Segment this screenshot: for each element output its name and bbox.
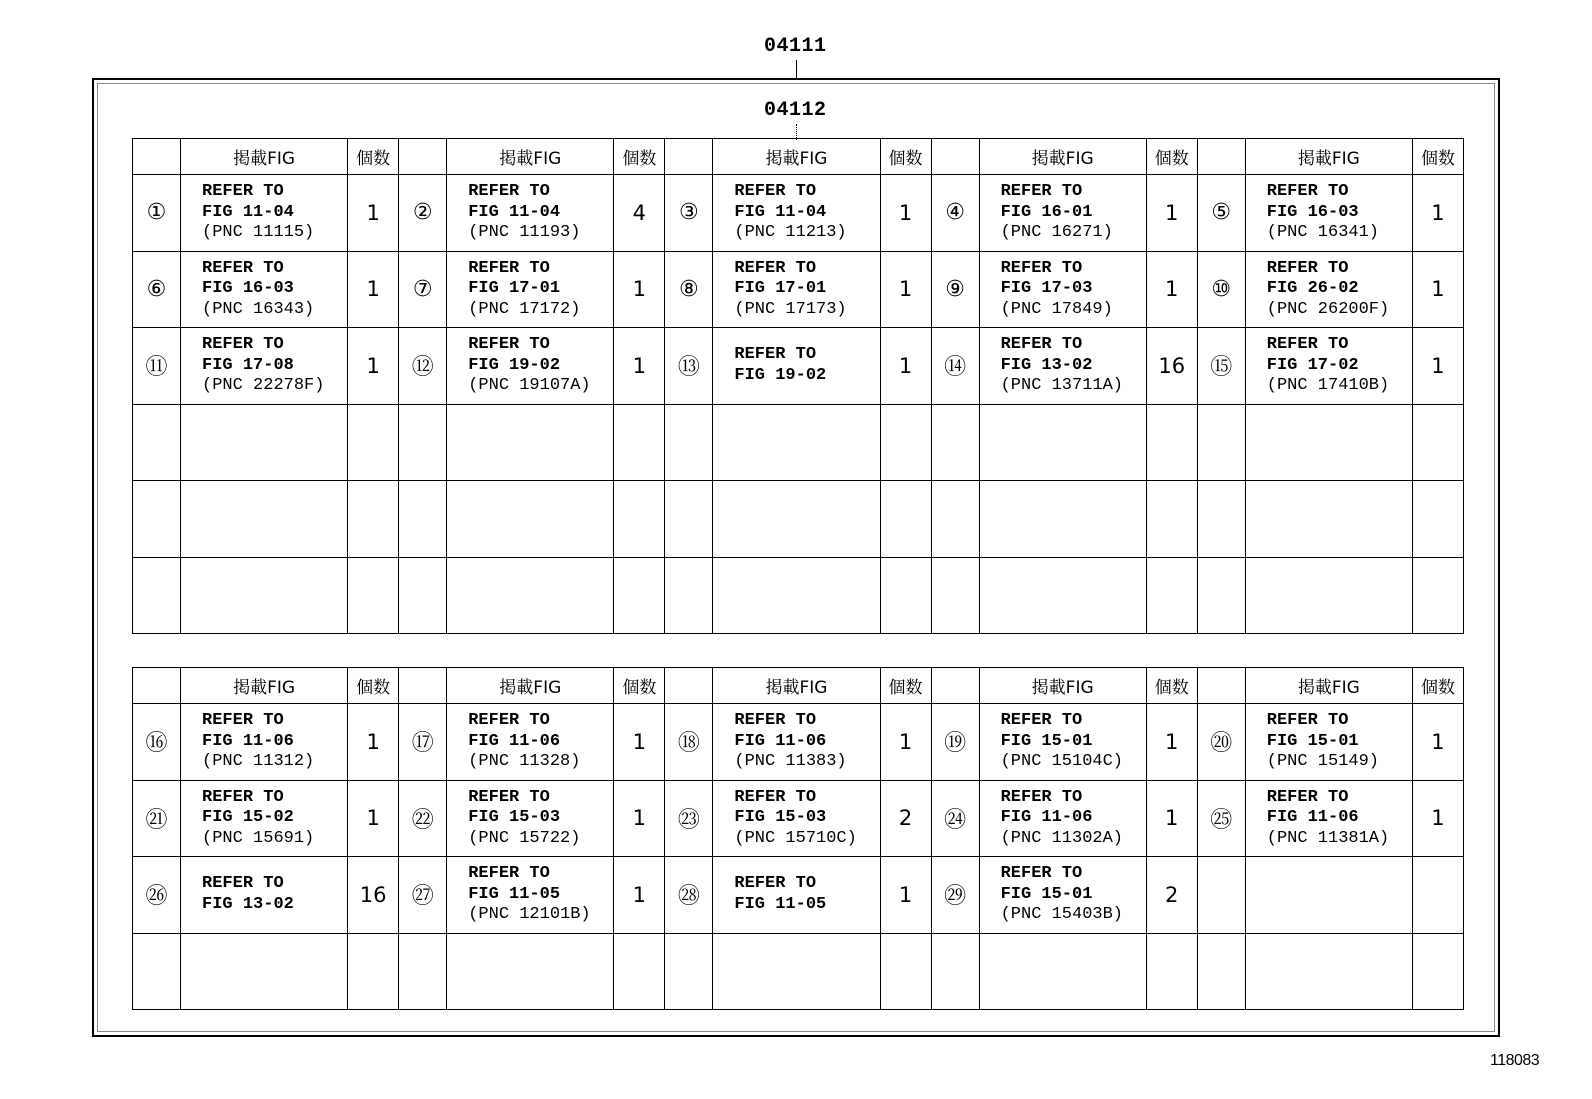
- fig-reference: [1245, 704, 1412, 781]
- fig-reference: [713, 251, 880, 328]
- pnc-code: (PNC 11302A): [1000, 828, 1124, 848]
- item-number: ⑰: [399, 704, 447, 781]
- table-row: [133, 251, 1464, 328]
- fig-reference: [713, 481, 880, 558]
- quantity: 1: [348, 780, 399, 857]
- fig-reference: [979, 704, 1146, 781]
- quantity: 16: [348, 857, 399, 934]
- pnc-code: (PNC 11328): [468, 752, 581, 771]
- quantity: 1: [348, 175, 399, 252]
- pnc-code: (PNC 17410B): [1266, 376, 1390, 395]
- item-number: ⑫: [399, 328, 447, 405]
- reference-table-upper: [132, 138, 1464, 634]
- quantity: [880, 404, 931, 481]
- quantity: [1412, 404, 1463, 481]
- item-number: ㉖: [133, 857, 181, 934]
- fig-reference: [1245, 404, 1412, 481]
- fig-reference: [713, 404, 880, 481]
- fig-number: FIG 17-03: [1000, 279, 1093, 298]
- table-row: [133, 175, 1464, 252]
- refer-to-text: REFER TO: [202, 335, 284, 354]
- header-fig: 掲載FIG: [181, 139, 348, 175]
- refer-to-text: REFER TO: [468, 182, 550, 201]
- header-number-cell: [399, 668, 447, 704]
- refer-to-text: REFER TO: [1266, 258, 1349, 278]
- fig-number: FIG 15-03: [468, 808, 561, 827]
- header-qty: 個数: [614, 139, 665, 175]
- header-qty: 個数: [1412, 668, 1463, 704]
- item-number: ⑤: [1197, 175, 1245, 252]
- document-number: 118083: [1490, 1052, 1540, 1069]
- fig-reference: [447, 704, 614, 781]
- item-number: ①: [133, 175, 181, 252]
- pnc-code: (PNC 16343): [202, 299, 315, 319]
- item-number: [1197, 404, 1245, 481]
- quantity: 1: [614, 328, 665, 405]
- assembly-code-inner: 04112: [764, 99, 827, 122]
- item-number: ⑨: [931, 251, 979, 328]
- fig-number: FIG 11-04: [202, 202, 294, 222]
- item-number: [1197, 933, 1245, 1010]
- header-fig: 掲載FIG: [447, 139, 614, 175]
- item-number: [1197, 857, 1245, 934]
- fig-number: FIG 11-05: [468, 884, 561, 904]
- refer-to-text: REFER TO: [1000, 864, 1083, 883]
- quantity: 2: [1146, 857, 1197, 934]
- fig-reference: [181, 251, 348, 328]
- quantity: [1412, 557, 1463, 634]
- fig-reference: [447, 780, 614, 857]
- header-qty: 個数: [1146, 139, 1197, 175]
- fig-reference: [181, 933, 348, 1010]
- header-number-cell: [399, 139, 447, 175]
- table-row: [133, 704, 1464, 781]
- pnc-code: (PNC 19107A): [468, 376, 591, 395]
- item-number: [931, 933, 979, 1010]
- refer-to-text: REFER TO: [468, 787, 550, 807]
- fig-number: FIG 11-04: [734, 202, 827, 222]
- table-row: [133, 780, 1464, 857]
- header-qty: 個数: [348, 668, 399, 704]
- fig-reference: [181, 328, 348, 405]
- item-number: ㉒: [399, 780, 447, 857]
- pnc-code: (PNC 11381A): [1266, 828, 1390, 848]
- reference-table-lower: [132, 667, 1464, 1010]
- fig-number: FIG 17-01: [468, 279, 561, 298]
- header-fig: 掲載FIG: [1245, 668, 1412, 704]
- quantity: 1: [614, 857, 665, 934]
- refer-to-text: REFER TO: [734, 787, 817, 807]
- item-number: [665, 557, 713, 634]
- fig-number: FIG 11-06: [1000, 808, 1093, 827]
- header-fig: 掲載FIG: [979, 139, 1146, 175]
- item-number: ⑪: [133, 328, 181, 405]
- pnc-code: (PNC 16271): [1000, 223, 1113, 242]
- quantity: 1: [348, 704, 399, 781]
- fig-reference: [181, 481, 348, 558]
- quantity: [1412, 857, 1463, 934]
- fig-number: FIG 16-03: [202, 279, 294, 298]
- fig-number: FIG 26-02: [1266, 279, 1359, 298]
- item-number: [399, 557, 447, 634]
- header-number-cell: [665, 139, 713, 175]
- header-number-cell: [1197, 668, 1245, 704]
- fig-number: FIG 11-06: [734, 731, 827, 751]
- quantity: [1146, 557, 1197, 634]
- pnc-code: (PNC 11383): [734, 752, 847, 771]
- fig-reference: [713, 328, 880, 405]
- fig-reference: [447, 328, 614, 405]
- fig-reference: [713, 704, 880, 781]
- item-number: [133, 404, 181, 481]
- quantity: 1: [614, 704, 665, 781]
- refer-to-text: REFER TO: [1000, 711, 1083, 730]
- pnc-code: (PNC 22278F): [202, 376, 325, 395]
- fig-number: FIG 13-02: [202, 894, 294, 914]
- fig-number: FIG 15-03: [734, 808, 827, 827]
- item-number: [399, 933, 447, 1010]
- fig-reference: [1245, 857, 1412, 934]
- header-fig: 掲載FIG: [713, 668, 880, 704]
- quantity: 4: [614, 175, 665, 252]
- fig-reference: [979, 251, 1146, 328]
- pnc-code: (PNC 11115): [202, 223, 315, 242]
- header-number-cell: [133, 668, 181, 704]
- quantity: [614, 933, 665, 1010]
- quantity: 1: [1146, 175, 1197, 252]
- item-number: [665, 481, 713, 558]
- header-number-cell: [931, 139, 979, 175]
- refer-to-text: REFER TO: [202, 258, 284, 278]
- leader-line-outer: [796, 60, 797, 79]
- item-number: ④: [931, 175, 979, 252]
- quantity: 1: [1412, 780, 1463, 857]
- refer-to-text: REFER TO: [734, 182, 817, 201]
- header-qty: 個数: [880, 139, 931, 175]
- fig-reference: [181, 404, 348, 481]
- header-fig: 掲載FIG: [1245, 139, 1412, 175]
- fig-reference: [979, 481, 1146, 558]
- quantity: 1: [348, 251, 399, 328]
- fig-number: FIG 11-06: [1266, 808, 1359, 827]
- fig-reference: [1245, 557, 1412, 634]
- fig-reference: [1245, 481, 1412, 558]
- pnc-code: (PNC 11312): [202, 752, 315, 771]
- fig-reference: [181, 857, 348, 934]
- fig-reference: [181, 557, 348, 634]
- fig-reference: [447, 175, 614, 252]
- item-number: [399, 481, 447, 558]
- refer-to-text: REFER TO: [734, 711, 817, 730]
- quantity: [348, 933, 399, 1010]
- quantity: 1: [614, 780, 665, 857]
- item-number: ㉓: [665, 780, 713, 857]
- item-number: ⑯: [133, 704, 181, 781]
- item-number: [133, 557, 181, 634]
- pnc-code: (PNC 15722): [468, 828, 581, 848]
- fig-number: FIG 15-01: [1266, 731, 1359, 751]
- quantity: [1146, 933, 1197, 1010]
- fig-reference: [1245, 780, 1412, 857]
- quantity: 1: [880, 175, 931, 252]
- refer-to-text: REFER TO: [1266, 182, 1349, 201]
- item-number: [1197, 481, 1245, 558]
- quantity: 1: [1146, 704, 1197, 781]
- quantity: [614, 481, 665, 558]
- table-row: [133, 557, 1464, 634]
- quantity: [1146, 404, 1197, 481]
- item-number: [133, 933, 181, 1010]
- pnc-code: (PNC 26200F): [1266, 299, 1390, 319]
- quantity: [880, 481, 931, 558]
- item-number: [1197, 557, 1245, 634]
- fig-reference: [447, 557, 614, 634]
- fig-reference: [979, 933, 1146, 1010]
- refer-to-text: REFER TO: [1000, 258, 1083, 278]
- table-row: [133, 404, 1464, 481]
- item-number: [399, 404, 447, 481]
- pnc-code: (PNC 15104C): [1000, 752, 1124, 771]
- fig-number: FIG 11-06: [202, 731, 294, 751]
- quantity: [880, 557, 931, 634]
- quantity: 1: [1412, 251, 1463, 328]
- quantity: [880, 933, 931, 1010]
- fig-reference: [447, 857, 614, 934]
- refer-to-text: REFER TO: [468, 335, 550, 354]
- item-number: ㉕: [1197, 780, 1245, 857]
- fig-reference: [713, 557, 880, 634]
- refer-to-text: REFER TO: [1266, 787, 1349, 807]
- refer-to-text: REFER TO: [1000, 787, 1083, 807]
- refer-to-text: REFER TO: [202, 711, 284, 730]
- fig-number: FIG 13-02: [1000, 355, 1093, 375]
- fig-number: FIG 16-03: [1266, 202, 1359, 222]
- pnc-code: (PNC 17173): [734, 299, 847, 319]
- header-fig: 掲載FIG: [979, 668, 1146, 704]
- quantity: 1: [1412, 328, 1463, 405]
- item-number: [931, 557, 979, 634]
- item-number: ⑲: [931, 704, 979, 781]
- item-number: ⑧: [665, 251, 713, 328]
- fig-number: FIG 17-08: [202, 355, 294, 375]
- pnc-code: (PNC 12101B): [468, 905, 591, 924]
- item-number: ⑥: [133, 251, 181, 328]
- fig-number: FIG 15-02: [202, 808, 294, 827]
- quantity: 1: [880, 857, 931, 934]
- fig-reference: [979, 328, 1146, 405]
- quantity: 1: [880, 251, 931, 328]
- header-fig: 掲載FIG: [181, 668, 348, 704]
- header-fig: 掲載FIG: [713, 139, 880, 175]
- fig-reference: [447, 404, 614, 481]
- item-number: ⑦: [399, 251, 447, 328]
- fig-reference: [181, 704, 348, 781]
- item-number: [665, 404, 713, 481]
- quantity: 1: [1146, 780, 1197, 857]
- refer-to-text: REFER TO: [468, 258, 550, 278]
- fig-reference: [181, 780, 348, 857]
- quantity: 1: [348, 328, 399, 405]
- fig-reference: [713, 857, 880, 934]
- table-row: [133, 857, 1464, 934]
- refer-to-text: REFER TO: [1000, 335, 1083, 354]
- assembly-code-outer: 04111: [764, 35, 827, 58]
- quantity: [614, 557, 665, 634]
- item-number: ㉙: [931, 857, 979, 934]
- item-number: ⑱: [665, 704, 713, 781]
- table-row: [133, 933, 1464, 1010]
- fig-number: FIG 19-02: [468, 355, 561, 375]
- fig-reference: [181, 175, 348, 252]
- fig-reference: [447, 251, 614, 328]
- item-number: ㉘: [665, 857, 713, 934]
- refer-to-text: REFER TO: [1266, 711, 1349, 730]
- header-row: [133, 668, 1464, 704]
- quantity: [348, 557, 399, 634]
- fig-reference: [447, 933, 614, 1010]
- refer-to-text: REFER TO: [734, 345, 817, 365]
- item-number: ⑮: [1197, 328, 1245, 405]
- item-number: [133, 481, 181, 558]
- fig-number: FIG 15-01: [1000, 731, 1093, 751]
- quantity: 1: [1412, 175, 1463, 252]
- pnc-code: (PNC 17172): [468, 299, 581, 319]
- fig-number: FIG 11-05: [734, 894, 827, 914]
- header-number-cell: [931, 668, 979, 704]
- item-number: ㉑: [133, 780, 181, 857]
- fig-reference: [979, 175, 1146, 252]
- refer-to-text: REFER TO: [202, 787, 284, 807]
- header-qty: 個数: [614, 668, 665, 704]
- quantity: 1: [880, 328, 931, 405]
- fig-number: FIG 19-02: [734, 365, 827, 385]
- fig-number: FIG 16-01: [1000, 202, 1093, 222]
- fig-number: FIG 17-01: [734, 279, 827, 298]
- header-qty: 個数: [348, 139, 399, 175]
- fig-reference: [713, 933, 880, 1010]
- quantity: 16: [1146, 328, 1197, 405]
- item-number: ⑬: [665, 328, 713, 405]
- header-fig: 掲載FIG: [447, 668, 614, 704]
- header-qty: 個数: [1412, 139, 1463, 175]
- header-row: [133, 139, 1464, 175]
- quantity: [1146, 481, 1197, 558]
- refer-to-text: REFER TO: [202, 182, 284, 201]
- table-row: [133, 328, 1464, 405]
- refer-to-text: REFER TO: [734, 258, 817, 278]
- item-number: ③: [665, 175, 713, 252]
- quantity: 1: [880, 704, 931, 781]
- quantity: [1412, 481, 1463, 558]
- pnc-code: (PNC 13711A): [1000, 376, 1124, 395]
- fig-reference: [1245, 175, 1412, 252]
- fig-reference: [979, 780, 1146, 857]
- quantity: [348, 481, 399, 558]
- pnc-code: (PNC 17849): [1000, 299, 1113, 319]
- refer-to-text: REFER TO: [1266, 335, 1349, 354]
- item-number: [931, 404, 979, 481]
- header-number-cell: [1197, 139, 1245, 175]
- pnc-code: (PNC 11193): [468, 223, 581, 242]
- fig-reference: [447, 481, 614, 558]
- header-qty: 個数: [1146, 668, 1197, 704]
- refer-to-text: REFER TO: [468, 711, 550, 730]
- quantity: [614, 404, 665, 481]
- fig-reference: [1245, 251, 1412, 328]
- fig-reference: [1245, 328, 1412, 405]
- fig-reference: [713, 175, 880, 252]
- pnc-code: (PNC 15149): [1266, 752, 1379, 771]
- refer-to-text: REFER TO: [734, 874, 817, 894]
- pnc-code: (PNC 15403B): [1000, 905, 1124, 924]
- refer-to-text: REFER TO: [468, 864, 550, 883]
- fig-reference: [979, 557, 1146, 634]
- pnc-code: (PNC 11213): [734, 223, 847, 242]
- quantity: [348, 404, 399, 481]
- pnc-code: (PNC 15710C): [734, 828, 857, 848]
- fig-reference: [979, 857, 1146, 934]
- table-row: [133, 481, 1464, 558]
- header-number-cell: [665, 668, 713, 704]
- header-qty: 個数: [880, 668, 931, 704]
- item-number: [665, 933, 713, 1010]
- item-number: [931, 481, 979, 558]
- refer-to-text: REFER TO: [1000, 182, 1083, 201]
- quantity: [1412, 933, 1463, 1010]
- quantity: 1: [1412, 704, 1463, 781]
- quantity: 1: [1146, 251, 1197, 328]
- item-number: ㉔: [931, 780, 979, 857]
- item-number: ㉗: [399, 857, 447, 934]
- item-number: ⑩: [1197, 251, 1245, 328]
- fig-reference: [979, 404, 1146, 481]
- pnc-code: (PNC 16341): [1266, 223, 1379, 242]
- fig-number: FIG 11-04: [468, 202, 561, 222]
- pnc-code: (PNC 15691): [202, 828, 315, 848]
- header-number-cell: [133, 139, 181, 175]
- fig-reference: [1245, 933, 1412, 1010]
- quantity: 1: [614, 251, 665, 328]
- fig-number: FIG 11-06: [468, 731, 561, 751]
- item-number: ⑳: [1197, 704, 1245, 781]
- fig-number: FIG 15-01: [1000, 884, 1093, 904]
- fig-reference: [713, 780, 880, 857]
- item-number: ⑭: [931, 328, 979, 405]
- refer-to-text: REFER TO: [202, 874, 284, 894]
- item-number: ②: [399, 175, 447, 252]
- fig-number: FIG 17-02: [1266, 355, 1359, 375]
- quantity: 2: [880, 780, 931, 857]
